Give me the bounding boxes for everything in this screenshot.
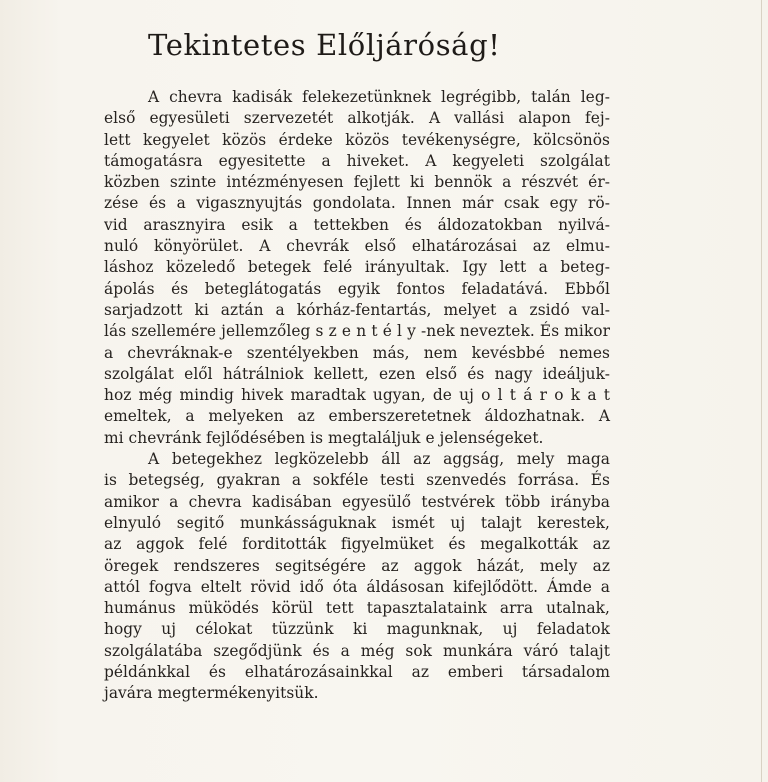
text-line: példánkkal és elhatározásainkkal az emberi társadalom: [104, 663, 610, 682]
text-line: hoz még mindig hivek maradtak ugyan, de uj o l t á r o k a t: [104, 386, 610, 405]
text-line: humánus müködés körül tett tapasztalataink arra utalnak,: [104, 599, 610, 618]
text-line: hogy uj célokat tüzzünk ki magunknak, uj feladatok: [104, 620, 610, 639]
text-line: attól fogva eltelt rövid idő óta áldásosan kifejlődött. Ámde a: [104, 577, 610, 596]
text-line: zése és a vigasznyujtás gondolata. Innen már csak egy rö-: [104, 194, 610, 213]
text-line: is betegség, gyakran a sokféle testi szenvedés forrása. És: [104, 471, 610, 490]
text-line: javára megtermékenyitsük.: [104, 684, 319, 703]
text-line: amikor a chevra kadisában egyesülő testvérek több irányba: [104, 492, 610, 511]
text-line: A chevra kadisák felekezetünknek legrégibb, talán leg-: [148, 88, 610, 106]
text-line: sarjadzott ki aztán a kórház-fentartás, melyet a zsidó val-: [104, 300, 610, 319]
text-line: közben szinte intézményesen fejlett ki bennök a részvét ér-: [104, 173, 610, 192]
text-line: A betegekhez legközelebb áll az aggság, mely maga: [148, 450, 610, 469]
page-edge: [761, 0, 762, 782]
text-line: az aggok felé forditották figyelmüket és megalkották az: [104, 535, 610, 554]
text-line: támogatásra egyesitette a hiveket. A kegyeleti szolgálat: [104, 151, 610, 170]
text-line: nuló könyörület. A chevrák első elhatározásai az elmu-: [104, 237, 610, 256]
page-title: Tekintetes Előljáróság!: [148, 28, 501, 62]
text-line: öregek rendszeres segitségére az aggok házát, mely az: [104, 556, 610, 575]
text-line: szolgálat elől hátrálniok kellett, ezen első és nagy ideáljuk-: [104, 364, 610, 383]
text-line: a chevráknak-e szentélyekben más, nem kevésbbé nemes: [104, 343, 610, 362]
body-text: [104, 87, 610, 705]
text-line: elnyuló segitő munkásságuknak ismét uj talajt kerestek,: [104, 513, 610, 532]
text-line: láshoz közeledő betegek felé irányultak. Igy lett a beteg-: [104, 258, 610, 277]
text-line: vid arasznyira esik a tettekben és áldozatokban nyilvá-: [104, 215, 610, 234]
text-line: mi chevránk fejlődésében is megtaláljuk e jelenségeket.: [104, 428, 544, 447]
text-line: szolgálatába szegődjünk és a még sok munkára váró talajt: [104, 641, 610, 660]
text-line: első egyesületi szervezetét alkotják. A vallási alapon fej-: [104, 109, 610, 128]
text-line: lás szellemére jellemzőleg s z e n t é l y -nek neveztek. És mikor: [104, 322, 610, 341]
text-line: lett kegyelet közös érdeke közös tevékenységre, kölcsönös: [104, 130, 610, 149]
text-line: ápolás és beteglátogatás egyik fontos feladatává. Ebből: [104, 279, 610, 298]
text-line: emeltek, a melyeken az emberszeretetnek áldozhatnak. A: [104, 407, 610, 426]
